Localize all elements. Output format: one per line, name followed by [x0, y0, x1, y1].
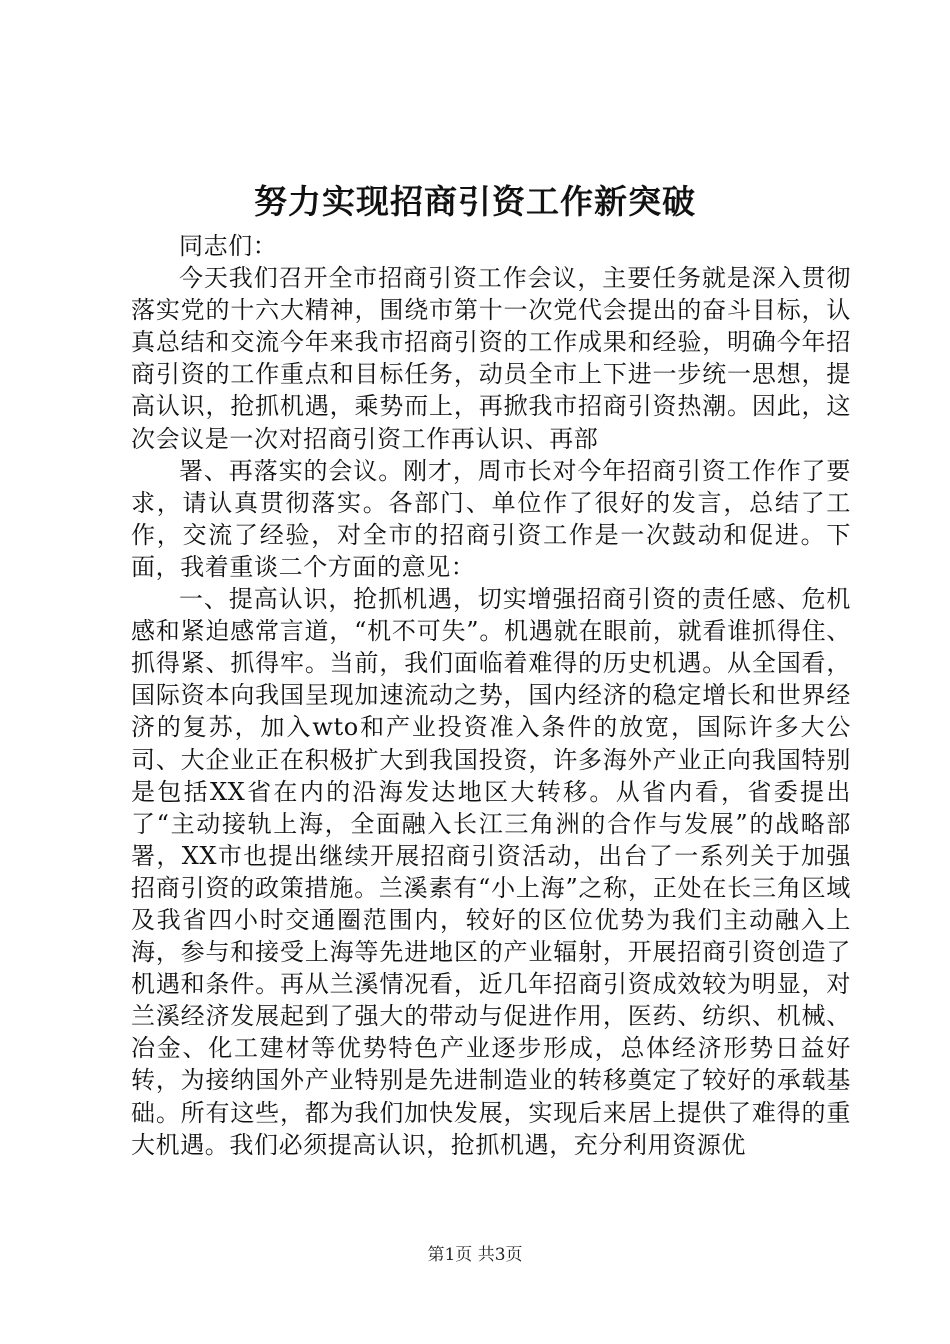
salutation: 同志们： — [179, 232, 278, 260]
paragraph-2: 署、再落实的会议。刚才，周市长对今年招商引资工作作了要求，请认真贯彻落实。各部门、单位作了很好的发言，总结了工作，交流了经验，对全市的招商引资工作是一次鼓动和促进。下面，我着重谈二个方面的意见： — [131, 456, 851, 581]
document-title: 努力实现招商引资工作新突破 — [254, 182, 696, 221]
paragraph-1: 今天我们召开全市招商引资工作会议，主要任务就是深入贯彻落实党的十六大精神，围绕市第十一次党代会提出的奋斗目标，认真总结和交流今年来我市招商引资的工作成果和经验，明确今年招商引资的工作重点和目标任务，动员全市上下进一步统一思想，提高认识，抢抓机遇，乘势而上，再掀我市招商引资热潮。因此，这次会议是一次对招商引资工作再认识、再部 — [131, 264, 851, 453]
paragraph-3: 一、提高认识，抢抓机遇，切实增强招商引资的责任感、危机感和紧迫感常言道，“机不可失”。机遇就在眼前，就看谁抓得住、抓得紧、抓得牢。当前，我们面临着难得的历史机遇。从全国看，国际资本向我国呈现加速流动之势，国内经济的稳定增长和世界经济的复苏，加入wto和产业投资准入条件的放宽，国际许多大公司、大企业正在积极扩大到我国投资，许多海外产业正向我国特别是包括XX省在内的沿海发达地区大转移。从省内看，省委提出了“主动接轨上海，全面融入长江三角洲的合作与发展”的战略部署，XX市也提出继续开展招商引资活动，出台了一系列关于加强招商引资的政策措施。兰溪素有“小上海”之称，正处在长三角区域及我省四小时交通圈范围内，较好的区位优势为我们主动融入上海，参与和接受上海等先进地区的产业辐射，开展招商引资创造了机遇和条件。再从兰溪情况看，近几年招商引资成效较为明显，对兰溪经济发展起到了强大的带动与促进作用，医药、纺织、机械、冶金、化工建材等优势特色产业逐步形成，总体经济形势日益好转，为接纳国外产业特别是先进制造业的转移奠定了较好的承载基础。所有这些，都为我们加快发展，实现后来居上提供了难得的重大机遇。我们必须提高认识，抢抓机遇，充分利用资源优 — [131, 585, 851, 1159]
document-body — [131, 230, 851, 1161]
page-number-footer: 第1页 共3页 — [427, 1245, 523, 1265]
